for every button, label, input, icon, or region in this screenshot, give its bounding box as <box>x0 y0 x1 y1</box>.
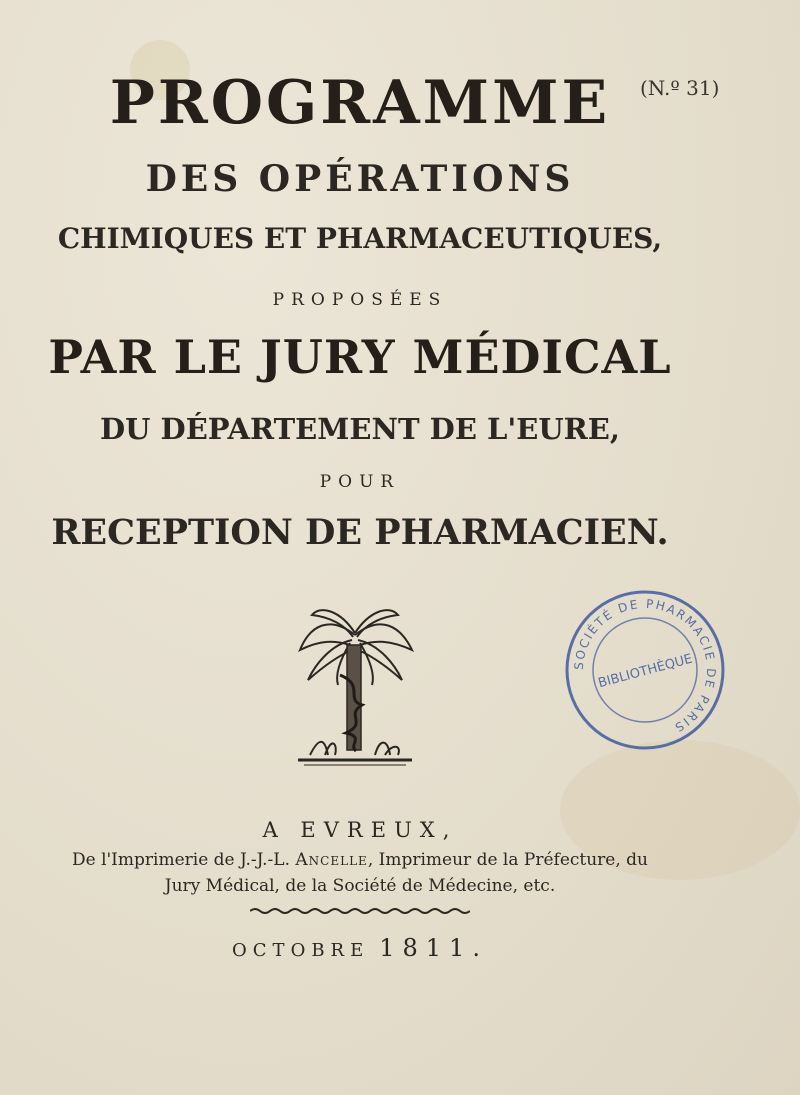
ornamental-rule <box>250 906 470 916</box>
date-month: OCTOBRE <box>232 940 370 961</box>
subtitle-chemical: CHIMIQUES ET PHARMACEUTIQUES, <box>57 222 663 255</box>
stamp-center-text: BIBLIOTHÈQUE <box>596 651 695 692</box>
subtitle-department: DU DÉPARTEMENT DE L'EURE, <box>100 412 620 446</box>
printer-line-2: Jury Médical, de la Société de Médecine, etc. <box>164 876 556 896</box>
subtitle-for: POUR <box>319 472 401 492</box>
printer-name: Ancelle <box>295 850 368 870</box>
palm-tree-with-serpent-icon <box>290 605 420 775</box>
place-of-printing: A EVREUX, <box>262 818 458 842</box>
printer-suffix: , Imprimeur de la Préfecture, du <box>367 850 649 870</box>
document-number: (N.º 31) <box>640 76 720 100</box>
document-title: PROGRAMME <box>109 68 611 138</box>
library-stamp <box>560 585 730 755</box>
subtitle-operations: DES OPÉRATIONS <box>145 158 575 200</box>
stamp-ring-text: SOCIÉTÉ DE PHARMACIE DE PARIS <box>571 596 719 736</box>
date-year: 1811. <box>379 934 488 962</box>
subtitle-jury: PAR LE JURY MÉDICAL <box>48 330 672 384</box>
date-line <box>0 934 720 962</box>
printer-line-1 <box>0 850 720 870</box>
subtitle-reception: RECEPTION DE PHARMACIEN. <box>51 512 669 553</box>
printer-prefix: De l'Imprimerie de J.-J.-L. <box>71 850 290 870</box>
subtitle-proposed: PROPOSÉES <box>272 290 448 310</box>
